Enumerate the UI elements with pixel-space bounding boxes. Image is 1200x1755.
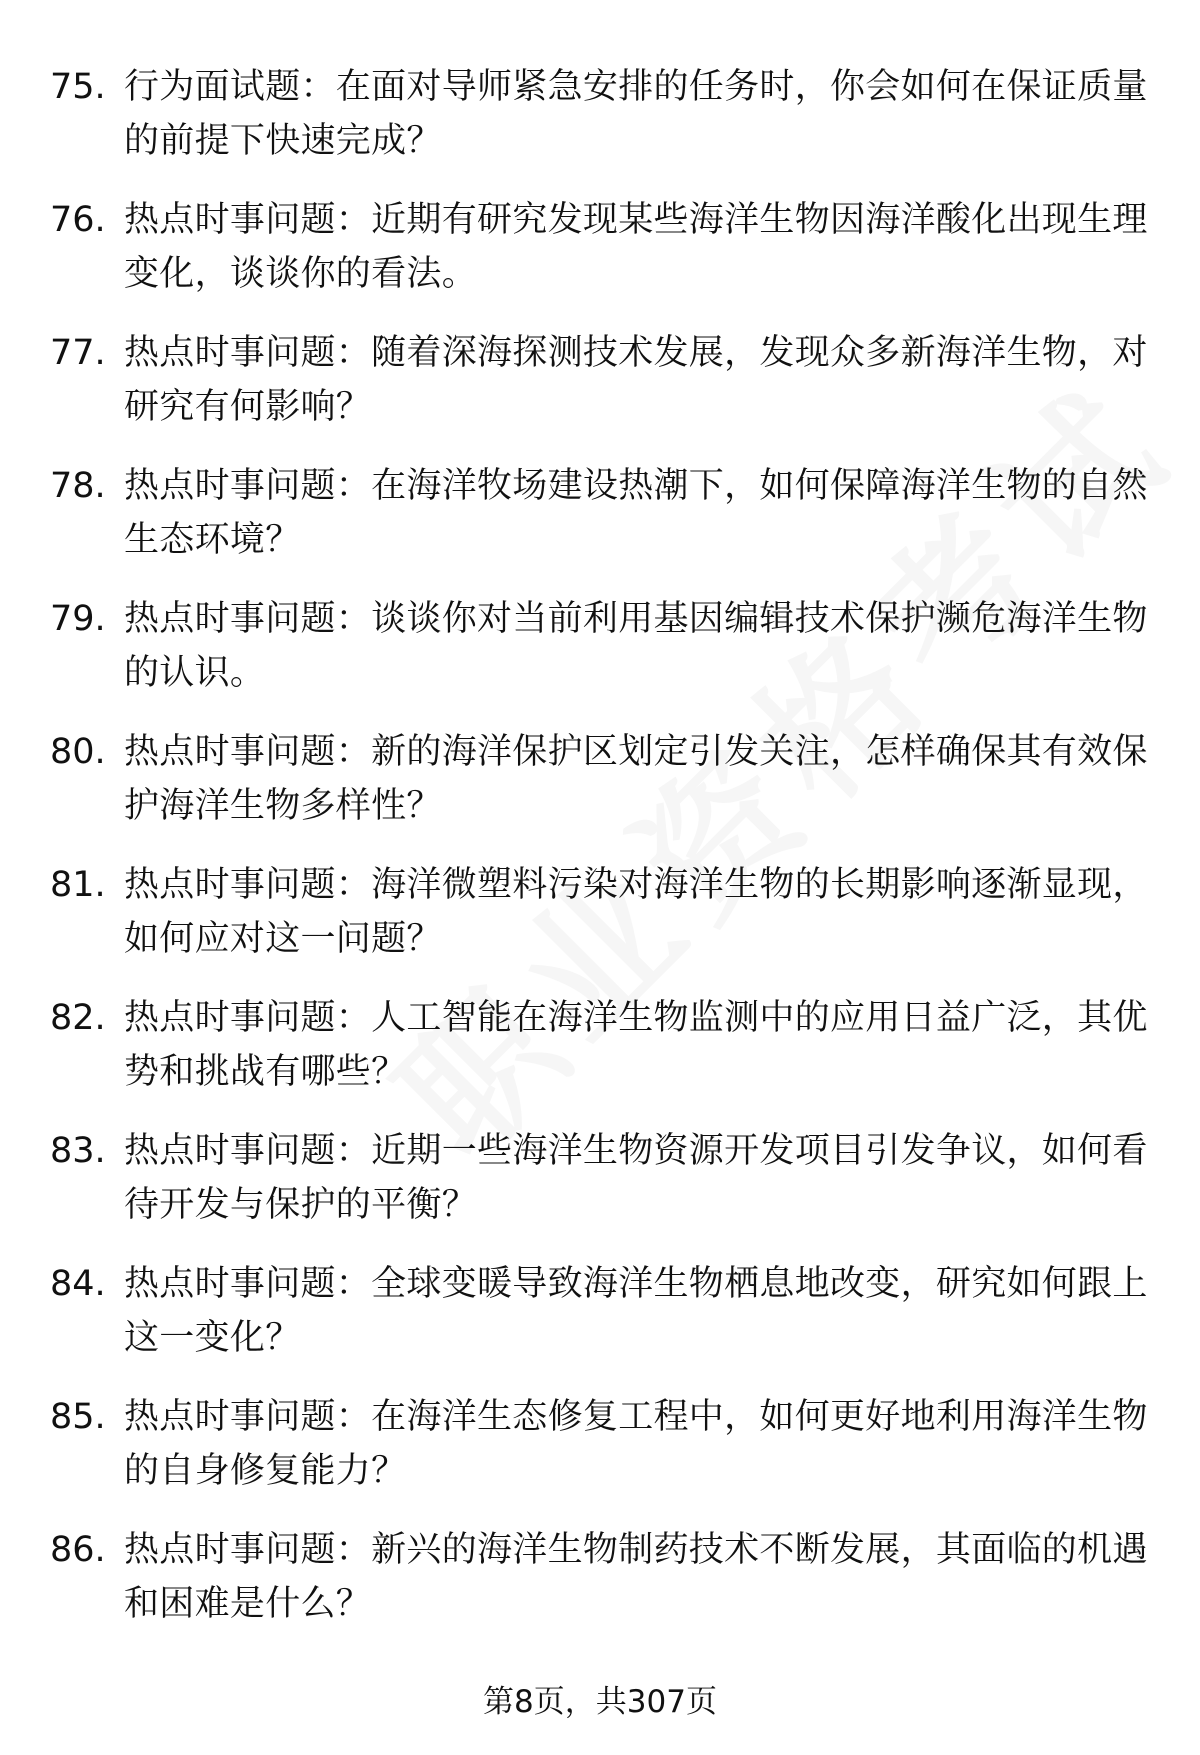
list-item [50, 1390, 1150, 1498]
list-item [50, 193, 1150, 301]
question-number: 85. [50, 1397, 106, 1437]
page-number-footer: 第8页，共307页 [483, 1684, 717, 1720]
question-text: 行为面试题：在面对导师紧急安排的任务时，你会如何在保证质量的前提下快速完成？ [124, 67, 1148, 161]
list-item [50, 1257, 1150, 1365]
list-item [50, 459, 1150, 567]
question-text: 热点时事问题：在海洋生态修复工程中，如何更好地利用海洋生物的自身修复能力？ [124, 1397, 1148, 1491]
question-text: 热点时事问题：新的海洋保护区划定引发关注，怎样确保其有效保护海洋生物多样性？ [124, 732, 1148, 826]
question-number: 84. [50, 1264, 106, 1304]
list-item [50, 1124, 1150, 1232]
question-number: 77. [50, 333, 106, 373]
question-number: 76. [50, 200, 106, 240]
question-number: 83. [50, 1131, 106, 1171]
question-text: 热点时事问题：新兴的海洋生物制药技术不断发展，其面临的机遇和困难是什么？ [124, 1530, 1148, 1624]
list-item [50, 326, 1150, 434]
list-item [50, 60, 1150, 168]
question-number: 82. [50, 998, 106, 1038]
question-number: 75. [50, 67, 106, 107]
question-list [50, 60, 1150, 1656]
question-text: 热点时事问题：随着深海探测技术发展，发现众多新海洋生物，对研究有何影响？ [124, 333, 1148, 427]
question-text: 热点时事问题：在海洋牧场建设热潮下，如何保障海洋生物的自然生态环境？ [124, 466, 1148, 560]
question-number: 86. [50, 1530, 106, 1570]
list-item [50, 858, 1150, 966]
question-text: 热点时事问题：谈谈你对当前利用基因编辑技术保护濒危海洋生物的认识。 [124, 599, 1148, 693]
question-text: 热点时事问题：近期有研究发现某些海洋生物因海洋酸化出现生理变化，谈谈你的看法。 [124, 200, 1148, 294]
question-text: 热点时事问题：海洋微塑料污染对海洋生物的长期影响逐渐显现，如何应对这一问题？ [124, 865, 1148, 959]
question-text: 热点时事问题：近期一些海洋生物资源开发项目引发争议，如何看待开发与保护的平衡？ [124, 1131, 1148, 1225]
question-number: 79. [50, 599, 106, 639]
list-item [50, 991, 1150, 1099]
list-item [50, 1523, 1150, 1631]
question-number: 81. [50, 865, 106, 905]
question-number: 80. [50, 732, 106, 772]
list-item [50, 592, 1150, 700]
question-number: 78. [50, 466, 106, 506]
question-text: 热点时事问题：人工智能在海洋生物监测中的应用日益广泛，其优势和挑战有哪些？ [124, 998, 1148, 1092]
list-item [50, 725, 1150, 833]
question-text: 热点时事问题：全球变暖导致海洋生物栖息地改变，研究如何跟上这一变化？ [124, 1264, 1148, 1358]
